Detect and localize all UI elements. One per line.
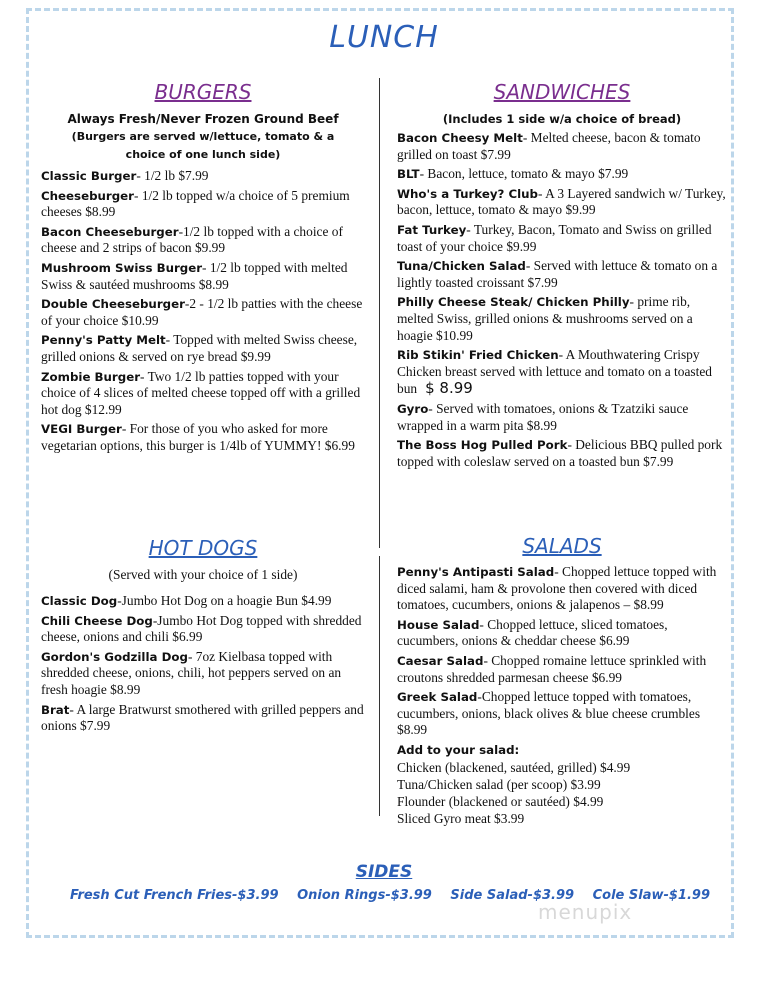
menu-item <box>397 130 727 163</box>
side-item: Fresh Cut French Fries-$3.99 <box>70 888 279 903</box>
hotdogs-list <box>41 593 365 735</box>
item-desc: - Topped with melted Swiss cheese, grilled onions & served on rye bread $9.99 <box>41 332 358 364</box>
item-name: Zombie Burger <box>41 369 141 384</box>
menu-item <box>397 186 727 219</box>
sandwiches-section <box>397 80 727 473</box>
burgers-section <box>41 80 365 458</box>
item-desc: - Delicious BBQ pulled pork topped with coleslaw served on a toasted bun $7.99 <box>397 437 723 469</box>
item-desc: - prime rib, melted Swiss, grilled onions & mushrooms served on a hoagie $10.99 <box>397 294 693 343</box>
item-name: Cheeseburger <box>41 188 135 203</box>
item-desc: - Chopped lettuce, sliced tomatoes, cucumbers, onions & cheddar cheese $6.99 <box>397 616 668 649</box>
item-name: Mushroom Swiss Burger <box>41 260 203 275</box>
menu-item <box>41 369 365 419</box>
addon-item: Chicken (blackened, sautéed, grilled) $4.99 <box>397 759 631 775</box>
sides-heading: SIDES <box>355 862 413 882</box>
item-name: Philly Cheese Steak/ Chicken Philly <box>397 295 630 310</box>
item-name: Who's a Turkey? Club <box>397 186 539 201</box>
salads-list <box>397 564 727 739</box>
menu-item <box>41 168 365 185</box>
menu-item <box>41 421 365 454</box>
salad-addons-list <box>397 759 727 827</box>
item-desc: -Chopped lettuce topped with tomatoes, cucumbers, onions, black olives & blue cheese crumbles $8.99 <box>397 689 701 738</box>
item-name: Classic Dog <box>41 594 118 608</box>
item-name: Penny's Antipasti Salad <box>397 565 555 579</box>
item-name: House Salad <box>397 617 480 632</box>
menu-item <box>41 188 365 221</box>
menu-item <box>41 332 365 365</box>
item-name: Penny's Patty Melt <box>41 333 166 348</box>
item-desc: - 1/2 lb topped with melted Swiss & sautéed mushrooms $8.99 <box>41 259 348 292</box>
item-name: Tuna/Chicken Salad <box>397 259 526 274</box>
item-desc: - A 3 Layered sandwich w/ Turkey, bacon, lettuce, tomato & mayo $9.99 <box>397 185 726 218</box>
item-desc: - Served with tomatoes, onions & Tzatziki sauce wrapped in a warm pita $8.99 <box>397 400 689 433</box>
menu-item <box>397 437 727 470</box>
menu-item <box>41 260 365 293</box>
menu-item <box>397 347 727 398</box>
item-desc: - Chopped lettuce topped with diced salami, ham & provolone then covered with diced tomatoes, cucumbers, onions & jalapenos – $8.99 <box>397 564 717 613</box>
item-desc: -1/2 lb topped with a choice of cheese and 2 strips of bacon $9.99 <box>41 223 343 256</box>
burgers-heading: BURGERS <box>154 80 252 104</box>
addon-item: Tuna/Chicken salad (per scoop) $3.99 <box>397 776 601 792</box>
item-name: Greek Salad <box>397 690 478 705</box>
side-item: Onion Rings-$3.99 <box>297 888 432 903</box>
item-name: Brat <box>41 702 70 717</box>
hotdogs-section <box>41 536 365 738</box>
menu-item <box>41 296 365 329</box>
menu-item <box>397 294 727 344</box>
item-desc: - Two 1/2 lb patties topped with your choice of 4 slices of melted cheese topped off with a grilled hot dog $12.99 <box>41 368 361 417</box>
column-divider-lower <box>379 556 380 816</box>
item-desc: -2 - 1/2 lb patties with the cheese of your choice $10.99 <box>41 296 363 328</box>
item-name: Rib Stikin' Fried Chicken <box>397 348 559 363</box>
menu-item <box>41 613 365 646</box>
addon-item: Sliced Gyro meat $3.99 <box>397 810 525 826</box>
salad-addons-heading: Add to your salad: <box>397 742 520 757</box>
menu-item <box>41 649 365 699</box>
item-desc: - Chopped romaine lettuce sprinkled with croutons shredded parmesan cheese $6.99 <box>397 652 707 685</box>
item-desc: - Turkey, Bacon, Tomato and Swiss on grilled toast of your choice $9.99 <box>397 221 712 254</box>
menu-item <box>397 564 727 614</box>
item-name: The Boss Hog Pulled Pork <box>397 438 568 453</box>
menu-item <box>41 593 365 610</box>
menu-item <box>397 258 727 291</box>
menu-item <box>397 222 727 255</box>
item-desc: -Jumbo Hot Dog topped with shredded cheese, onions and chili $6.99 <box>41 612 362 645</box>
column-divider <box>379 78 380 548</box>
item-desc: -Jumbo Hot Dog on a hoagie Bun $4.99 <box>117 593 332 608</box>
menu-title: LUNCH <box>329 20 439 55</box>
addon-item: Flounder (blackened or sautéed) $4.99 <box>397 793 604 809</box>
menu-item <box>41 224 365 257</box>
menu-item <box>397 617 727 650</box>
menu-item <box>397 689 727 739</box>
item-name: Classic Burger <box>41 169 137 183</box>
menu-item <box>41 702 365 735</box>
burgers-note: (Burgers are served w/lettuce, tomato & a choice of one lunch side) <box>71 130 335 161</box>
item-desc: - 1/2 lb $7.99 <box>136 168 209 183</box>
item-desc: - A large Bratwurst smothered with grilled peppers and onions $7.99 <box>41 701 364 734</box>
salads-heading: SALADS <box>522 534 602 558</box>
menu-item <box>397 653 727 686</box>
menu-item <box>397 166 727 183</box>
item-desc: - A Mouthwatering Crispy Chicken breast served with lettuce and tomato on a toasted bun <box>397 347 712 397</box>
handwritten-price: $ 8.99 <box>425 379 473 398</box>
side-item: Cole Slaw-$1.99 <box>592 888 710 903</box>
burgers-tagline: Always Fresh/Never Frozen Ground Beef <box>67 112 339 126</box>
sandwiches-list <box>397 130 727 470</box>
item-desc: - 7oz Kielbasa topped with shredded cheese, onions, chili, hot peppers served on an fresh hoagie $8.99 <box>41 648 342 697</box>
side-item: Side Salad-$3.99 <box>450 888 575 903</box>
item-name: Double Cheeseburger <box>41 297 185 312</box>
item-desc: - Served with lettuce & tomato on a lightly toasted croissant $7.99 <box>397 258 718 290</box>
menupix-watermark: menupix <box>538 900 633 924</box>
burgers-list <box>41 168 365 455</box>
item-name: Fat Turkey <box>397 222 467 237</box>
item-name: BLT <box>397 167 420 182</box>
item-name: Gyro <box>397 401 429 416</box>
sandwiches-heading: SANDWICHES <box>493 80 631 104</box>
salads-section <box>397 534 727 827</box>
hotdogs-heading: HOT DOGS <box>148 536 258 560</box>
item-name: Gordon's Godzilla Dog <box>41 649 188 664</box>
item-name: Chili Cheese Dog <box>41 613 153 628</box>
hotdogs-note: (Served with your choice of 1 side) <box>108 567 298 582</box>
item-name: Caesar Salad <box>397 653 484 668</box>
item-desc: - Bacon, lettuce, tomato & mayo $7.99 <box>419 166 629 182</box>
item-name: Bacon Cheeseburger <box>41 224 179 239</box>
item-name: VEGI Burger <box>41 422 122 437</box>
item-name: Bacon Cheesy Melt <box>397 131 523 145</box>
menu-item <box>397 401 727 434</box>
item-desc: - 1/2 lb topped w/a choice of 5 premium cheeses $8.99 <box>41 187 350 220</box>
item-desc: - Melted cheese, bacon & tomato grilled on toast $7.99 <box>397 130 701 162</box>
sandwiches-note: (Includes 1 side w/a choice of bread) <box>442 112 682 126</box>
item-desc: - For those of you who asked for more vegetarian options, this burger is 1/4lb of YUMMY! $6.99 <box>41 421 355 453</box>
